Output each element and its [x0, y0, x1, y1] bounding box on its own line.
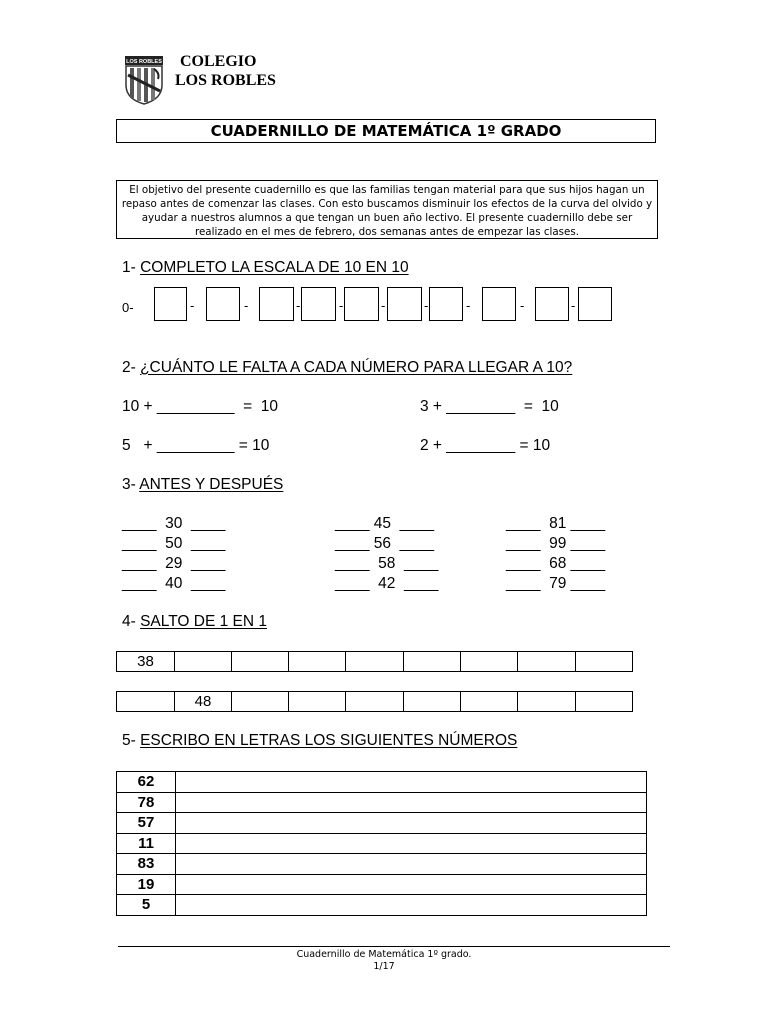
section4-heading: [122, 613, 267, 631]
number-words-table: [116, 771, 647, 916]
answer-cell[interactable]: [176, 854, 647, 875]
table-cell[interactable]: [518, 692, 576, 712]
table-cell[interactable]: [346, 692, 404, 712]
table-cell[interactable]: [117, 692, 175, 712]
scale-box[interactable]: [535, 287, 569, 321]
table-row: [117, 652, 633, 672]
before-after-item[interactable]: ____ 68 ____: [506, 555, 606, 572]
section3-title: ANTES Y DESPUÉS: [139, 476, 284, 493]
table-row: [117, 895, 647, 916]
complement-exercise[interactable]: 3 + ________ = 10: [420, 398, 559, 415]
before-after-item[interactable]: ____ 30 ____: [122, 515, 226, 532]
section1-number: 1-: [122, 259, 141, 276]
answer-cell[interactable]: [176, 874, 647, 895]
table-row: [117, 772, 647, 793]
answer-cell[interactable]: [176, 895, 647, 916]
complement-exercise[interactable]: 10 + _________ = 10: [122, 398, 279, 415]
scale-separator: -: [190, 298, 195, 313]
table-cell[interactable]: [232, 652, 289, 672]
table-row: [117, 874, 647, 895]
page-number: 1/17: [373, 961, 395, 972]
table-cell[interactable]: [576, 652, 633, 672]
number-cell: 62: [117, 772, 176, 793]
scale-start: 0-: [122, 300, 134, 315]
number-cell: 57: [117, 813, 176, 834]
table-cell[interactable]: [404, 692, 461, 712]
table-cell[interactable]: [232, 692, 289, 712]
section5-title: ESCRIBO EN LETRAS LOS SIGUIENTES NÚMEROS: [140, 732, 518, 749]
section5-heading: [122, 732, 517, 750]
scale-separator: -: [296, 298, 301, 313]
table-row: [117, 792, 647, 813]
table-cell[interactable]: [576, 692, 633, 712]
section1-heading: [122, 259, 409, 277]
scale-box[interactable]: [344, 287, 379, 321]
before-after-item[interactable]: ____ 42 ____: [335, 575, 439, 592]
table-row: [117, 692, 633, 712]
answer-cell[interactable]: [176, 833, 647, 854]
scale-separator: -: [520, 298, 525, 313]
number-cell: 83: [117, 854, 176, 875]
before-after-item[interactable]: ____ 58 ____: [335, 555, 439, 572]
intro-paragraph: El objetivo del presente cuadernillo es que las familias tengan material para que sus hijos hagan un repaso antes de comenzar las clases. Con esto buscamos disminuir los efectos de la curva del olvido y ayudar a nuestros alumnos a que tengan un buen año lectivo. El presente cuadernillo debe ser realizado en el mes de febrero, dos semanas antes de empezar las clases.: [116, 180, 658, 239]
number-cell: 19: [117, 874, 176, 895]
section4-number: 4-: [122, 613, 141, 630]
scale-separator: -: [424, 298, 429, 313]
scale-separator: -: [339, 298, 344, 313]
table-cell[interactable]: [461, 652, 518, 672]
table-cell[interactable]: [289, 692, 346, 712]
section2-title: ¿CUÁNTO LE FALTA A CADA NÚMERO PARA LLEGAR A 10?: [140, 359, 573, 376]
scale-separator: -: [244, 298, 249, 313]
table-cell[interactable]: [461, 692, 518, 712]
footer-divider: [118, 946, 670, 947]
scale-box[interactable]: [154, 287, 187, 321]
table-cell: 38: [117, 652, 175, 672]
section2-heading: [122, 359, 572, 377]
complement-exercise[interactable]: 5 + _________ = 10: [122, 437, 270, 454]
number-cell: 11: [117, 833, 176, 854]
section3-number: 3-: [122, 476, 140, 493]
svg-text:LOS ROBLES: LOS ROBLES: [126, 59, 162, 65]
table-cell: 48: [175, 692, 232, 712]
counting-table-2: [116, 691, 633, 712]
school-name-line2: LOS ROBLES: [175, 72, 276, 89]
scale-separator: -: [381, 298, 386, 313]
before-after-item[interactable]: ____ 45 ____: [335, 515, 435, 532]
scale-separator: -: [466, 298, 471, 313]
number-cell: 78: [117, 792, 176, 813]
number-cell: 5: [117, 895, 176, 916]
table-cell[interactable]: [175, 652, 232, 672]
table-cell[interactable]: [404, 652, 461, 672]
before-after-item[interactable]: ____ 56 ____: [335, 535, 435, 552]
before-after-item[interactable]: ____ 29 ____: [122, 555, 226, 572]
scale-box[interactable]: [482, 287, 516, 321]
school-logo: [124, 55, 164, 105]
scale-box[interactable]: [429, 287, 463, 321]
scale-box[interactable]: [387, 287, 422, 321]
section3-heading: [122, 476, 283, 494]
answer-cell[interactable]: [176, 772, 647, 793]
before-after-item[interactable]: ____ 99 ____: [506, 535, 606, 552]
scale-box[interactable]: [301, 287, 336, 321]
scale-box[interactable]: [578, 287, 612, 321]
scale-separator: -: [571, 298, 576, 313]
table-row: [117, 833, 647, 854]
section1-title: COMPLETO LA ESCALA DE 10 EN 10: [140, 259, 409, 276]
answer-cell[interactable]: [176, 792, 647, 813]
table-cell[interactable]: [289, 652, 346, 672]
scale-box[interactable]: [206, 287, 240, 321]
section4-title: SALTO DE 1 EN 1: [140, 613, 268, 630]
answer-cell[interactable]: [176, 813, 647, 834]
before-after-item[interactable]: ____ 81 ____: [506, 515, 606, 532]
school-name-line1: COLEGIO: [180, 53, 257, 70]
table-cell[interactable]: [346, 652, 404, 672]
section2-number: 2-: [122, 359, 141, 376]
footer-text: Cuadernillo de Matemática 1º grado.: [296, 949, 472, 960]
complement-exercise[interactable]: 2 + ________ = 10: [420, 437, 551, 454]
document-title: CUADERNILLO DE MATEMÁTICA 1º GRADO: [116, 119, 656, 143]
before-after-item[interactable]: ____ 40 ____: [122, 575, 226, 592]
section5-number: 5-: [122, 732, 141, 749]
before-after-item[interactable]: ____ 50 ____: [122, 535, 226, 552]
table-row: [117, 813, 647, 834]
before-after-item[interactable]: ____ 79 ____: [506, 575, 606, 592]
counting-table-1: [116, 651, 633, 672]
table-cell[interactable]: [518, 652, 576, 672]
scale-box[interactable]: [259, 287, 294, 321]
table-row: [117, 854, 647, 875]
